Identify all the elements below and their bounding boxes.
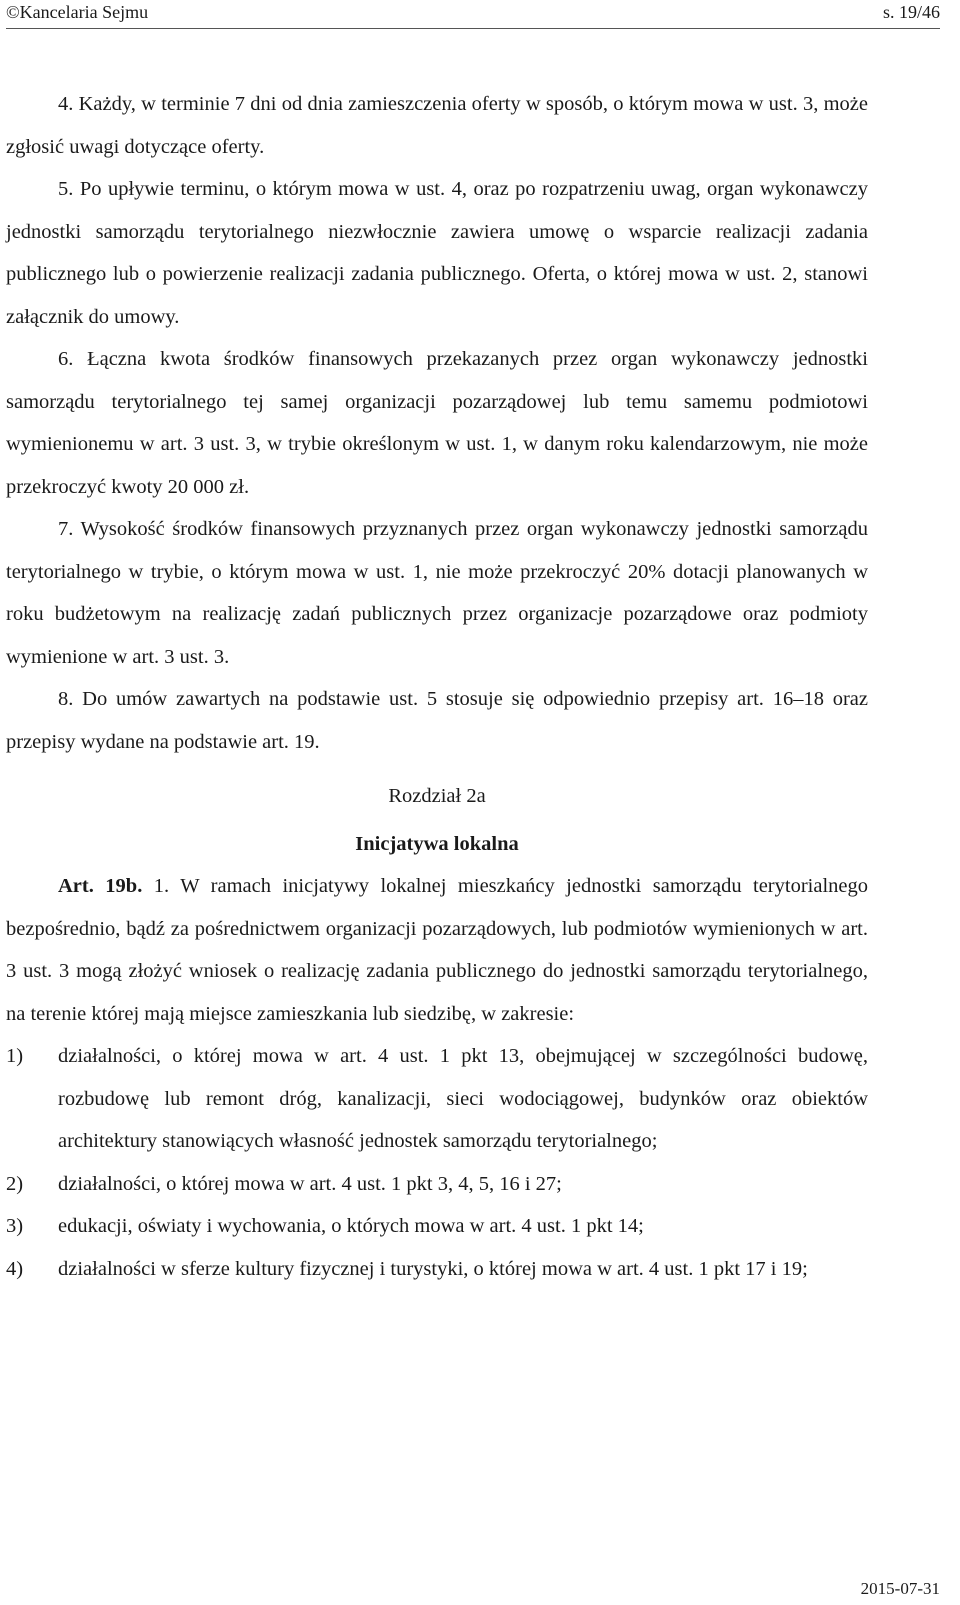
footer-date: 2015-07-31 <box>860 1579 940 1598</box>
paragraph-4: 4. Każdy, w terminie 7 dni od dnia zamieszczenia oferty w sposób, o którym mowa w ust. 3, może zgłosić uwagi dotyczące oferty. <box>6 93 868 158</box>
list-item <box>6 1205 868 1248</box>
header-divider <box>6 28 940 29</box>
article-number: Art. 19b. <box>58 875 143 897</box>
list-item-text: działalności, o której mowa w art. 4 ust. 1 pkt 13, obejmującej w szczególności budowę, rozbudowę lub remont dróg, kanalizacji, sieci wodociągowej, budynków oraz obiektów architektury stanowiących własność jednostek samorządu terytorialnego; <box>58 1045 868 1152</box>
list-item-number: 2) <box>6 1172 24 1195</box>
list-item-text: działalności w sferze kultury fizycznej i turystyki, o której mowa w art. 4 ust. 1 pkt 17 i 19; <box>58 1257 808 1280</box>
copyright-label: ©Kancelaria Sejmu <box>6 2 149 22</box>
paragraph-6: 6. Łączna kwota środków finansowych przekazanych przez organ wykonawczy jednostki samorządu terytorialnego tej samej organizacji pozarządowej lub temu samemu podmiotowi wymienionemu w art. 3 ust. 3, w trybie określonym w ust. 1, w danym roku kalendarzowym, nie może przekroczyć kwoty 20 000 zł. <box>6 348 868 498</box>
document-body <box>6 83 868 1290</box>
article-19b <box>6 865 868 1035</box>
paragraph-8: 8. Do umów zawartych na podstawie ust. 5 stosuje się odpowiednio przepisy art. 16–18 oraz przepisy wydane na podstawie art. 19. <box>6 688 868 753</box>
list-item-number: 1) <box>6 1045 24 1067</box>
page-header <box>6 0 940 30</box>
article-text: 1. W ramach inicjatywy lokalnej mieszkańcy jednostki samorządu terytorialnego bezpośrednio, bądź za pośrednictwem organizacji pozarządowych, lub podmiotów wymienionych w art. 3 ust. 3 mogą złożyć wniosek o realizację zadania publicznego do jednostki samorządu terytorialnego, na terenie której mają miejsce zamieszkania lub siedzibę, w zakresie: <box>6 875 868 1025</box>
list-item <box>6 1163 868 1206</box>
list-item-text: edukacji, oświaty i wychowania, o których mowa w art. 4 ust. 1 pkt 14; <box>58 1215 644 1237</box>
chapter-title: Inicjatywa lokalna <box>355 832 519 855</box>
paragraph-5: 5. Po upływie terminu, o którym mowa w ust. 4, oraz po rozpatrzeniu uwag, organ wykonawczy jednostki samorządu terytorialnego niezwłocznie zawiera umowę o wsparcie realizacji zadania publicznego lub o powierzenie realizacji zadania publicznego. Oferta, o której mowa w ust. 2, stanowi załącznik do umowy. <box>6 178 868 328</box>
list-item <box>6 1248 868 1291</box>
list-item-text: działalności, o której mowa w art. 4 ust. 1 pkt 3, 4, 5, 16 i 27; <box>58 1172 562 1195</box>
list-item-number: 3) <box>6 1215 24 1237</box>
paragraph-7: 7. Wysokość środków finansowych przyznanych przez organ wykonawczy jednostki samorządu terytorialnego w trybie, o którym mowa w ust. 1, nie może przekroczyć 20% dotacji planowanych w roku budżetowym na realizację zadań publicznych przez organizacje pozarządowe oraz podmioty wymienione w art. 3 ust. 3. <box>6 518 868 668</box>
chapter-label: Rozdział 2a <box>388 785 486 807</box>
list-item <box>6 1035 868 1163</box>
page-number: s. 19/46 <box>882 2 940 22</box>
list-item-number: 4) <box>6 1257 24 1280</box>
